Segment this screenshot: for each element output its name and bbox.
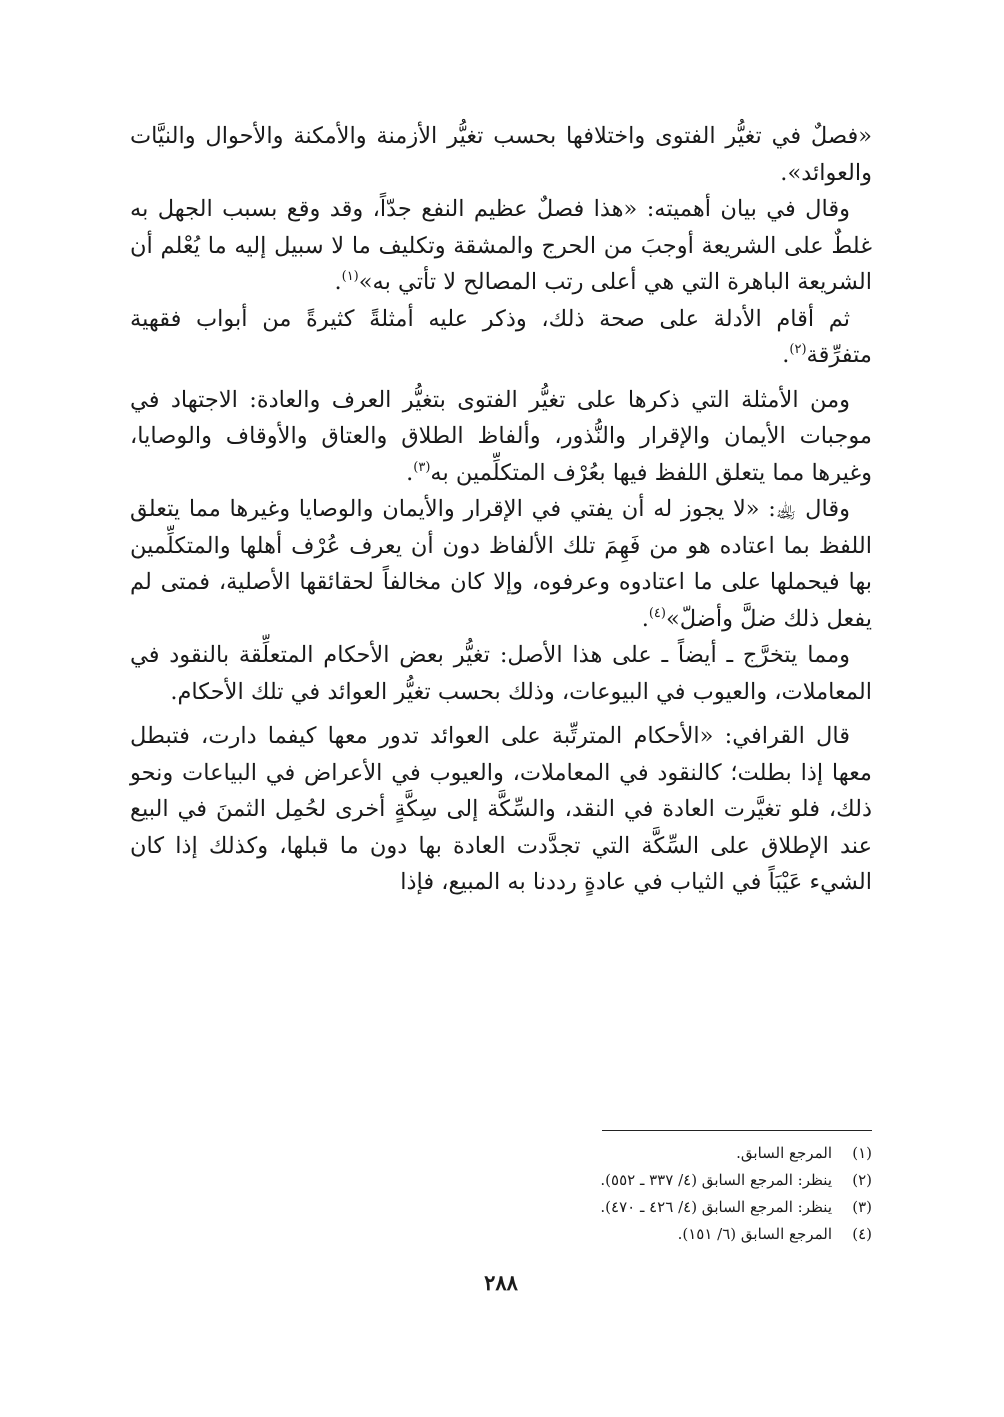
footnote-ref[interactable]: (١) bbox=[341, 269, 359, 284]
footnote-text: المرجع السابق. bbox=[736, 1144, 832, 1162]
footnote-ref[interactable]: (٣) bbox=[413, 459, 431, 475]
footnote-number: (١) bbox=[852, 1144, 872, 1162]
footnote-item bbox=[130, 1221, 872, 1248]
paragraph: ثم أقام الأدلة على صحة ذلك، وذكر عليه أمثلةً كثيرةً من أبواب فقهية متفرِّقة$^{(٢)}$. bbox=[130, 305, 872, 368]
footnote-number: (٢) bbox=[852, 1171, 872, 1189]
footnote-text: ينظر: المرجع السابق (٤/ ٤٢٦ ـ ٤٧٠). bbox=[600, 1198, 832, 1216]
footnote-number: (٤) bbox=[852, 1225, 872, 1243]
footnote-item bbox=[130, 1194, 872, 1221]
paragraph: ومما يتخرَّج ـ أيضاً ـ على هذا الأصل: تغيُّر بعض الأحكام المتعلِّقة بالنقود في المعاملات، والعيوب في البيوعات، وذلك بحسب تغيُّر العوائد في تلك الأحكام. bbox=[130, 642, 872, 705]
footnote-item bbox=[130, 1140, 872, 1167]
paragraph: «فصلٌ في تغيُّر الفتوى واختلافها بحسب تغيُّر الأزمنة والأمكنة والأحوال والنيَّات والعوائد». bbox=[130, 123, 872, 186]
paragraph: ومن الأمثلة التي ذكرها على تغيُّر الفتوى بتغيُّر العرف والعادة: الاجتهاد في موجبات الأيمان والإقرار والنُّذور، وألفاظ الطلاق والعتاق والأوقاف والوصايا، وغيرها مما يتعلق اللفظ فيها بعُرْف المتكلِّمين به$^{(٣)}$. bbox=[130, 386, 872, 486]
footnote-item bbox=[130, 1167, 872, 1194]
page-number: ٢٨٨ bbox=[484, 1270, 518, 1295]
footnote-number: (٣) bbox=[852, 1198, 872, 1216]
footnote-text: ينظر: المرجع السابق (٤/ ٣٣٧ ـ ٥٥٢). bbox=[600, 1171, 832, 1189]
footnotes bbox=[130, 1140, 872, 1248]
footnote-ref[interactable]: (٢) bbox=[789, 342, 807, 357]
main-text bbox=[130, 118, 872, 901]
footnote-text: المرجع السابق (٦/ ١٥١). bbox=[677, 1225, 832, 1243]
paragraph: قال القرافي: «الأحكام المترتِّبة على العوائد تدور معها كيفما دارت، فتبطل معها إذا بطلت؛ كالنقود في المعاملات، والعيوب في الأعراض في البياعات ونحو ذلك، فلو تغيَّرت العادة في النقد، والسِّكَّة إلى سِكَّةٍ أخرى لحُمِل الثمنَ في البيع عند الإطلاق على السِّكَّة التي تجدَّدت العادة بها دون ما قبلها، وكذلك إذا كان الشيء عَيْبَاً في الثياب في عادةٍ رددنا به المبيع، فإذا bbox=[130, 723, 872, 895]
document-page bbox=[130, 118, 872, 1378]
paragraph: وقال ﵀: «لا يجوز له أن يفتي في الإقرار والأيمان والوصايا وغيرها مما يتعلق اللفظ بما اعتاده هو من فَهِمَ تلك الألفاظ دون أن يعرف عُرْف أهلها والمتكلِّمين بها فيحملها على ما اعتادوه وعرفوه، وإلا كان مخالفاً لحقائقها الأصلية، فمتى لم يفعل ذلك ضلَّ وأضلّ»$^{(٤)}$. bbox=[130, 496, 872, 632]
paragraph: وقال في بيان أهميته: «هذا فصلٌ عظيم النفع جدّاً، وقد وقع بسبب الجهل به غلطٌ على الشريعة أوجبَ من الحرج والمشقة وتكليف ما لا سبيل إليه ما يُعْلم أن الشريعة الباهرة التي هي أعلى رتب المصالح لا تأتي به»$^{(١)}$. bbox=[130, 196, 872, 295]
footnote-divider bbox=[602, 1130, 872, 1131]
footnote-ref[interactable]: (٤) bbox=[648, 605, 666, 621]
